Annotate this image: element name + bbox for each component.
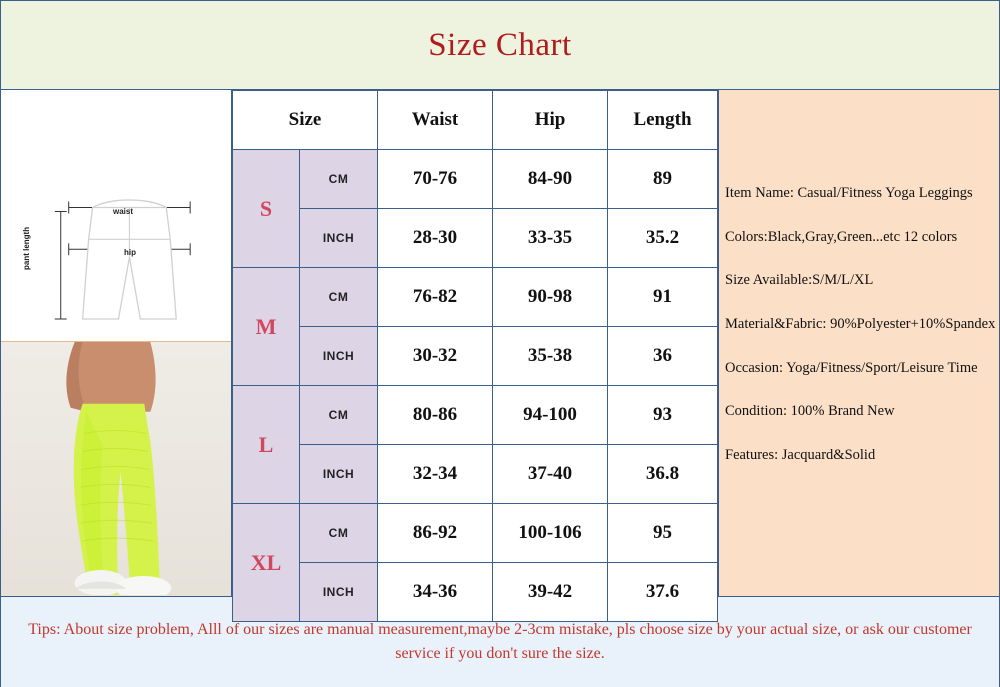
length-cm-l: 93 — [608, 386, 718, 445]
hip-inch-l: 37-40 — [493, 445, 608, 504]
unit-cm-s: CM — [300, 150, 378, 209]
info-item-sizes: Size Available:S/M/L/XL — [725, 272, 874, 289]
waist-cm-xl: 86-92 — [378, 504, 493, 563]
length-cm-xl: 95 — [608, 504, 718, 563]
length-cm-s: 89 — [608, 150, 718, 209]
product-image-column — [1, 90, 232, 596]
hip-inch-s: 33-35 — [493, 209, 608, 268]
hip-cm-s: 84-90 — [493, 150, 608, 209]
hip-cm-xl: 100-106 — [493, 504, 608, 563]
unit-inch-xl: INCH — [300, 563, 378, 622]
measurement-diagram — [1, 90, 231, 342]
length-inch-l: 36.8 — [608, 445, 718, 504]
waist-cm-m: 76-82 — [378, 268, 493, 327]
model-photo — [1, 342, 231, 596]
table-row — [233, 209, 718, 268]
info-item-colors: Colors:Black,Gray,Green...etc 12 colors — [725, 228, 958, 245]
unit-cm-m: CM — [300, 268, 378, 327]
page-title: Size Chart — [428, 26, 572, 63]
hip-inch-xl: 39-42 — [493, 563, 608, 622]
length-cm-m: 91 — [608, 268, 718, 327]
table-row — [233, 504, 718, 563]
info-item-condition: Condition: 100% Brand New — [725, 403, 895, 420]
table-row — [233, 386, 718, 445]
length-inch-m: 36 — [608, 327, 718, 386]
hip-cm-m: 90-98 — [493, 268, 608, 327]
length-inch-xl: 37.6 — [608, 563, 718, 622]
info-item-name: Item Name: Casual/Fitness Yoga Leggings — [725, 185, 973, 201]
waist-cm-l: 80-86 — [378, 386, 493, 445]
size-label-l: L — [233, 386, 300, 504]
size-label-m: M — [233, 268, 300, 386]
table-row — [233, 563, 718, 622]
table-row — [233, 445, 718, 504]
model-photo-svg — [1, 342, 231, 595]
table-header-row — [233, 91, 718, 150]
waist-inch-m: 30-32 — [378, 327, 493, 386]
header-hip: Hip — [493, 91, 608, 150]
waist-inch-l: 32-34 — [378, 445, 493, 504]
info-item-occasion: Occasion: Yoga/Fitness/Sport/Leisure Time — [725, 359, 978, 376]
waist-cm-s: 70-76 — [378, 150, 493, 209]
waist-label: waist — [113, 207, 134, 216]
unit-inch-s: INCH — [300, 209, 378, 268]
title-bar — [1, 1, 999, 90]
unit-cm-l: CM — [300, 386, 378, 445]
hip-label: hip — [124, 248, 136, 257]
table-row — [233, 268, 718, 327]
info-item-features: Features: Jacquard&Solid — [725, 447, 876, 464]
unit-inch-l: INCH — [300, 445, 378, 504]
hip-inch-m: 35-38 — [493, 327, 608, 386]
hip-cm-l: 94-100 — [493, 386, 608, 445]
tips-text: Tips: About size problem, Alll of our sizes are manual measurement,maybe 2-3cm mistake, pls choose size by your actual size, or ask our customer service if you don't sure the size. — [28, 621, 972, 662]
table-row — [233, 150, 718, 209]
product-info-panel — [718, 90, 999, 596]
chart-body — [1, 90, 999, 602]
header-size: Size — [233, 91, 378, 150]
header-waist: Waist — [378, 91, 493, 150]
length-inch-s: 35.2 — [608, 209, 718, 268]
waist-inch-xl: 34-36 — [378, 563, 493, 622]
pant-length-label: pant length — [22, 226, 31, 270]
waist-inch-s: 28-30 — [378, 209, 493, 268]
header-length: Length — [608, 91, 718, 150]
unit-inch-m: INCH — [300, 327, 378, 386]
unit-cm-xl: CM — [300, 504, 378, 563]
size-label-s: S — [233, 150, 300, 268]
info-item-material: Material&Fabric: 90%Polyester+10%Spandex — [725, 316, 996, 333]
size-table — [232, 90, 718, 622]
size-label-xl: XL — [233, 504, 300, 622]
table-row — [233, 327, 718, 386]
